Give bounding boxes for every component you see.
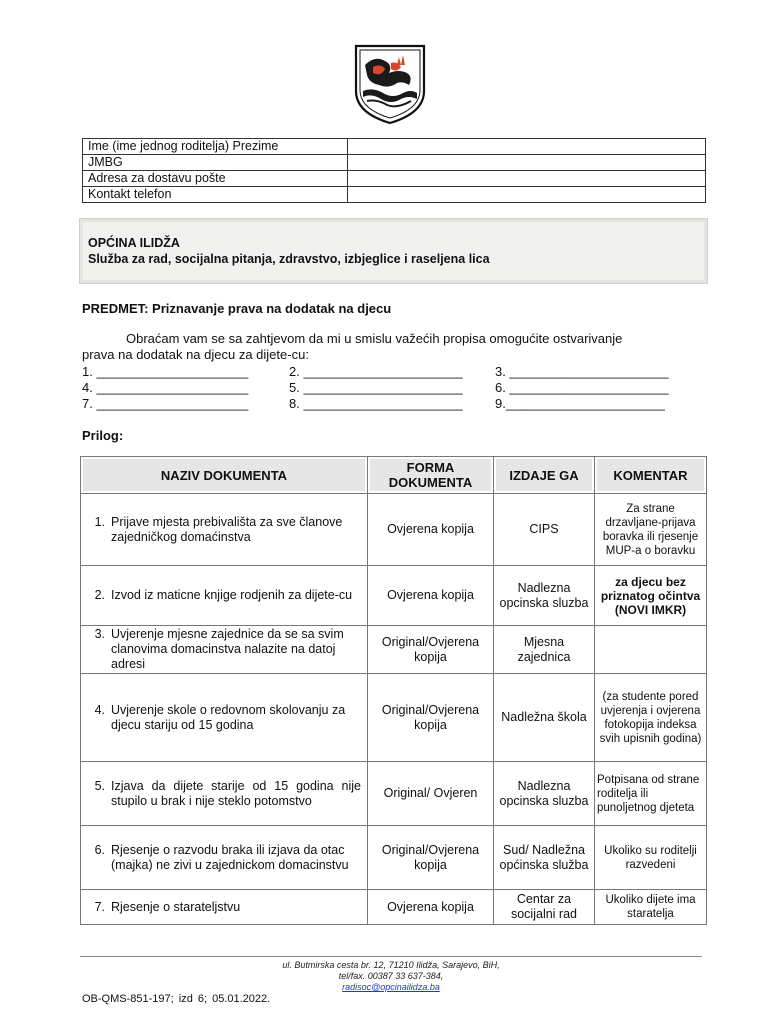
document-issuer: Centar za socijalni rad	[494, 890, 595, 925]
document-form: Ovjerena kopija	[368, 890, 494, 925]
table-row	[81, 762, 707, 826]
applicant-jmbg-field[interactable]	[348, 155, 706, 171]
document-comment: Ukoliko su roditelji razvedeni	[595, 826, 707, 890]
applicant-name-field[interactable]	[348, 139, 706, 155]
document-comment: Potpisana od strane roditelja ili punoljetnog djeteta	[595, 762, 707, 826]
document-form: Original/ Ovjeren	[368, 762, 494, 826]
header-issuer: IZDAJE GA	[494, 457, 595, 494]
document-comment: (za studente pored uvjerenja i ovjerena fotokopija indeksa svih upisnih godina)	[595, 674, 707, 762]
row-number: 2.	[94, 588, 105, 602]
table-row	[81, 626, 707, 674]
document-issuer: Nadlezna opcinska sluzba	[494, 762, 595, 826]
document-name: Rjesenje o starateljstvu	[111, 899, 241, 914]
row-number: 1.	[94, 514, 105, 529]
document-issuer: Nadlezna opcinska sluzba	[494, 566, 595, 626]
row-number: 3.	[94, 627, 105, 641]
applicant-phone-label: Kontakt telefon	[83, 187, 348, 203]
document-comment	[595, 626, 707, 674]
attachments-label: Prilog:	[82, 428, 124, 443]
subject-line: PREDMET: Priznavanje prava na dodatak na djecu	[82, 301, 392, 316]
document-form: Ovjerena kopija	[368, 494, 494, 566]
document-issuer: Mjesna zajednica	[494, 626, 595, 674]
document-code: OB-QMS-851-197; izd 6; 05.01.2022.	[82, 993, 271, 1005]
table-row	[81, 826, 707, 890]
footer	[80, 960, 702, 993]
document-name-cell	[81, 494, 368, 566]
documents-table	[80, 456, 707, 925]
office-name: OPĆINA ILIDŽA	[88, 236, 180, 250]
child-blank-1[interactable]: 1. _____________________	[82, 364, 249, 379]
header-comment: KOMENTAR	[595, 457, 707, 494]
row-number: 7.	[94, 899, 105, 914]
document-name-cell	[81, 626, 368, 674]
table-row	[81, 566, 707, 626]
document-form: Ovjerena kopija	[368, 566, 494, 626]
header-form-line-1: FORMA	[406, 460, 455, 475]
header-name: NAZIV DOKUMENTA	[81, 457, 368, 494]
document-name-cell	[81, 890, 368, 925]
child-blank-7[interactable]: 7. _____________________	[82, 396, 249, 411]
documents-header-row	[81, 457, 707, 494]
child-blanks-row	[82, 380, 702, 396]
child-blank-3[interactable]: 3. ______________________	[495, 364, 669, 379]
child-blank-6[interactable]: 6. ______________________	[495, 380, 669, 395]
document-name: Izvod iz maticne knjige rodjenih za dijete-cu	[111, 588, 353, 602]
child-blank-5[interactable]: 5. ______________________	[289, 380, 463, 395]
row-number: 5.	[94, 778, 105, 793]
table-row	[81, 494, 707, 566]
applicant-row-address	[83, 171, 706, 187]
applicant-info-table	[82, 138, 706, 203]
row-number: 6.	[94, 842, 105, 857]
applicant-row-jmbg	[83, 155, 706, 171]
header-form	[368, 457, 494, 494]
request-text	[82, 331, 700, 363]
document-name-cell	[81, 826, 368, 890]
document-form: Original/Ovjerena kopija	[368, 674, 494, 762]
applicant-jmbg-label: JMBG	[83, 155, 348, 171]
document-comment: Za strane drzavljane-prijava boravka ili rjesenje MUP-a o boravku	[595, 494, 707, 566]
document-form: Original/Ovjerena kopija	[368, 626, 494, 674]
document-name-cell	[81, 566, 368, 626]
office-header-box	[79, 218, 708, 284]
request-text-line-2: prava na dodatak na djecu za dijete-cu:	[82, 347, 309, 362]
office-department: Služba za rad, socijalna pitanja, zdravstvo, izbjeglice i raseljena lica	[88, 252, 490, 266]
document-name: Uvjerenje skole o redovnom skolovanju za djecu stariju od 15 godina	[111, 702, 346, 732]
table-row	[81, 890, 707, 925]
child-blanks	[82, 364, 702, 412]
footer-divider	[80, 956, 702, 957]
child-blank-8[interactable]: 8. ______________________	[289, 396, 463, 411]
applicant-address-label: Adresa za dostavu pošte	[83, 171, 348, 187]
applicant-phone-field[interactable]	[348, 187, 706, 203]
document-issuer: Sud/ Nadležna općinska služba	[494, 826, 595, 890]
document-name: Izjava da dijete starije od 15 godina nije stupilo u brak i nije steklo potomstvo	[111, 778, 361, 808]
applicant-address-field[interactable]	[348, 171, 706, 187]
header-form-line-2: DOKUMENTA	[388, 475, 473, 490]
applicant-row-name	[83, 139, 706, 155]
document-name: Prijave mjesta prebivališta za sve članove zajedničkog domaćinstva	[111, 514, 343, 544]
document-comment: za djecu bez priznatog očintva (NOVI IMKR)	[595, 566, 707, 626]
request-text-line-1: Obraćam vam se sa zahtjevom da mi u smislu važećih propisa omogućite ostvarivanje	[126, 331, 623, 346]
child-blank-2[interactable]: 2. ______________________	[289, 364, 463, 379]
child-blanks-row	[82, 396, 702, 412]
applicant-name-label: Ime (ime jednog roditelja) Prezime	[83, 139, 348, 155]
row-number: 4.	[94, 702, 105, 717]
document-form: Original/Ovjerena kopija	[368, 826, 494, 890]
document-name: Rjesenje o razvodu braka ili izjava da otac (majka) ne zivi u zajednickom domacinstvu	[111, 842, 349, 872]
document-issuer: CIPS	[494, 494, 595, 566]
child-blank-4[interactable]: 4. _____________________	[82, 380, 249, 395]
document-comment: Ukoliko dijete ima staratelja	[595, 890, 707, 925]
document-issuer: Nadležna škola	[494, 674, 595, 762]
child-blank-9[interactable]: 9.______________________	[495, 396, 665, 411]
document-name-cell	[81, 674, 368, 762]
footer-email-link[interactable]: radisoc@opcinailidza.ba	[342, 982, 440, 992]
child-blanks-row	[82, 364, 702, 380]
footer-address: ul. Butmirska cesta br. 12, 71210 Ilidža, Sarajevo, BiH,	[282, 960, 500, 970]
applicant-row-phone	[83, 187, 706, 203]
table-row	[81, 674, 707, 762]
document-name: Uvjerenje mjesne zajednice da se sa svim clanovima domacinstva nalazite na datoj adresi	[111, 627, 344, 671]
municipality-crest-icon	[353, 43, 427, 125]
document-name-cell	[81, 762, 368, 826]
footer-phone: tel/fax. 00387 33 637-384,	[338, 971, 444, 981]
